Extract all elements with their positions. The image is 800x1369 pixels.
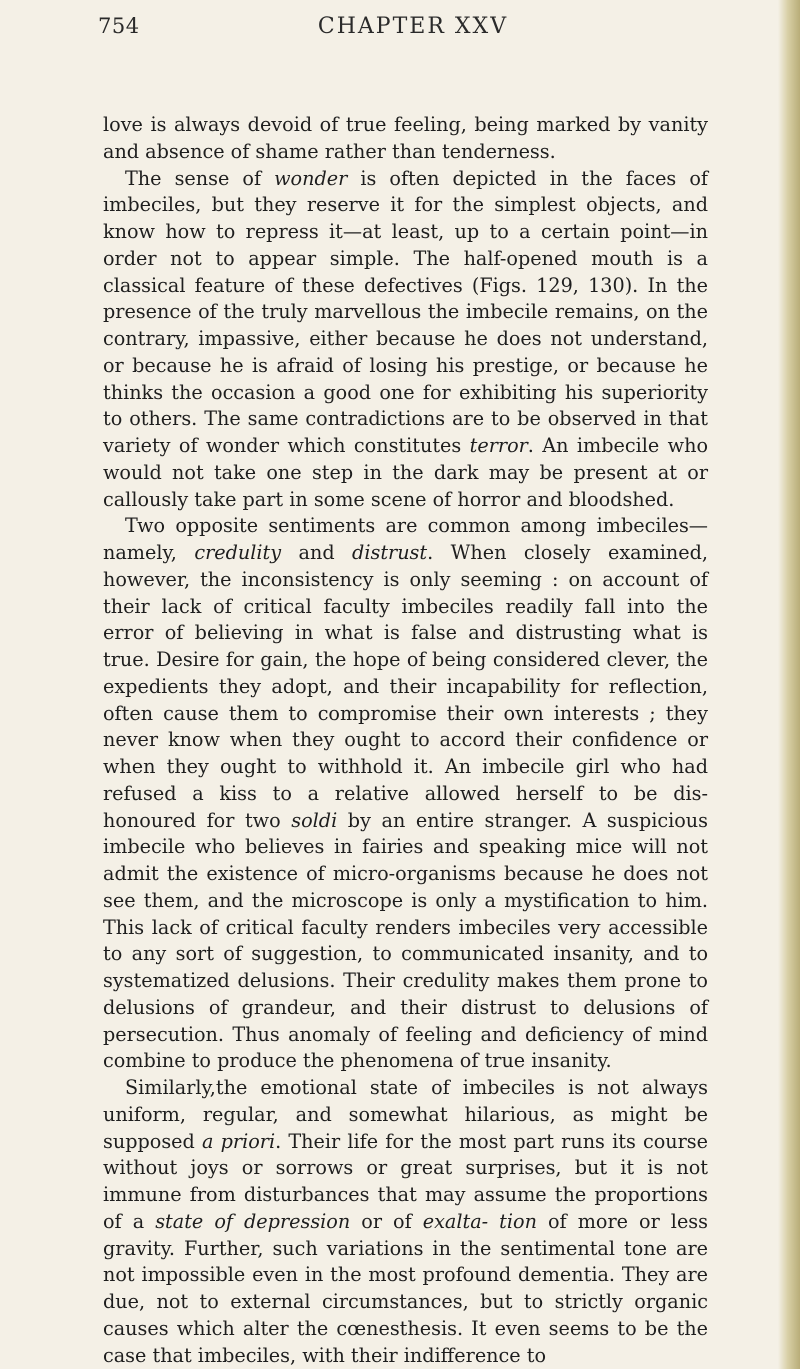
text-run: by an entire stranger. A suspicious imbecile who believes in fairies and speaking mice will not admit the existence of micro-organisms because he does not see them, and the microscope is only a mystification to him. This lack of critical faculty renders imbeciles very accessible to any sort of suggestion, to communicated insanity, and to systematized delusions. Their credulity makes them prone to delusions of grandeur, and their distrust to delusions of persecution. Thus anomaly of feeling and deficiency of mind combine to produce the phenomena of true insanity. [103,808,708,1073]
page-number: 754 [98,14,140,38]
italic-text: state of depression [155,1209,351,1233]
text-run: The sense of [125,166,275,190]
text-run: of more or less gravity. Further, such variations in the sentimental tone are not impossible even in the most profound dementia. They are due, not to external circumstances, but to strictly organic causes which alter the cœnesthesis. It even seems to be the case that imbeciles, with their indifference to [103,1209,708,1367]
text-run: . An imbecile who would not take one step in the dark may be present at or callously take part in some scene of horror and bloodshed. [103,434,708,511]
paragraph [103,1075,708,1369]
text-run: or of [350,1209,423,1233]
italic-text: distrust [352,541,428,564]
italic-text: wonder [274,166,348,190]
chapter-title: CHAPTER XXV [317,14,509,39]
italic-text: exalta- tion [422,1209,537,1233]
italic-text: a priori [202,1129,276,1153]
body-text [103,112,708,1369]
text-run: is often depicted in the faces of imbeciles, but they reserve it for the simplest objects, and know how to repress it—at least, up to a certain point—in order not to appear simple. The half-opened mouth is a classical feature of these defectives (Figs. 129, 130). In the presence of the truly marvellous the imbecile remains, on the contrary, impassive, either because he does not understand, or because he is afraid of losing his prestige, or because he thinks the occasion a good one for exhibiting his superiority to others. The same contradictions are to be observed in that variety of wonder which constitutes [103,166,708,457]
text-run: Similarly,the emotional state of imbeciles is not always uniform, regular, and somewhat hilarious, as might be supposed [103,1076,708,1153]
text-run: love is always devoid of true feeling, being marked by vanity and absence of shame rather than tenderness. [103,113,708,163]
paragraph [103,513,708,1075]
running-head [98,6,718,46]
paragraph [103,112,708,166]
page-edge-shadow [778,0,800,1369]
italic-text: terror [469,434,528,457]
text-run: . When closely examined, however, the inconsistency is only seeming : on account of their lack of critical faculty imbeciles readily fall into the error of believing in what is false and distrusting what is true. Desire for gain, the hope of being considered clever, the expedients they adopt, and their incapability for reflection, often cause them to compromise their own interests ; they never know when they ought to accord their confidence or when they ought to withhold it. An imbecile girl who had refused a kiss to a relative allowed herself to be dis- honoured for two [103,541,708,832]
italic-text: credulity [194,541,282,564]
italic-text: soldi [291,808,338,832]
text-run: Two opposite sentiments are common among imbeciles—namely, [103,514,708,564]
text-run: and [281,541,353,564]
text-run: . Their life for the most part runs its course without joys or sorrows or great surprises, but it is not immune from disturbances that may assume the proportions of a [103,1129,709,1233]
paragraph [103,166,708,514]
